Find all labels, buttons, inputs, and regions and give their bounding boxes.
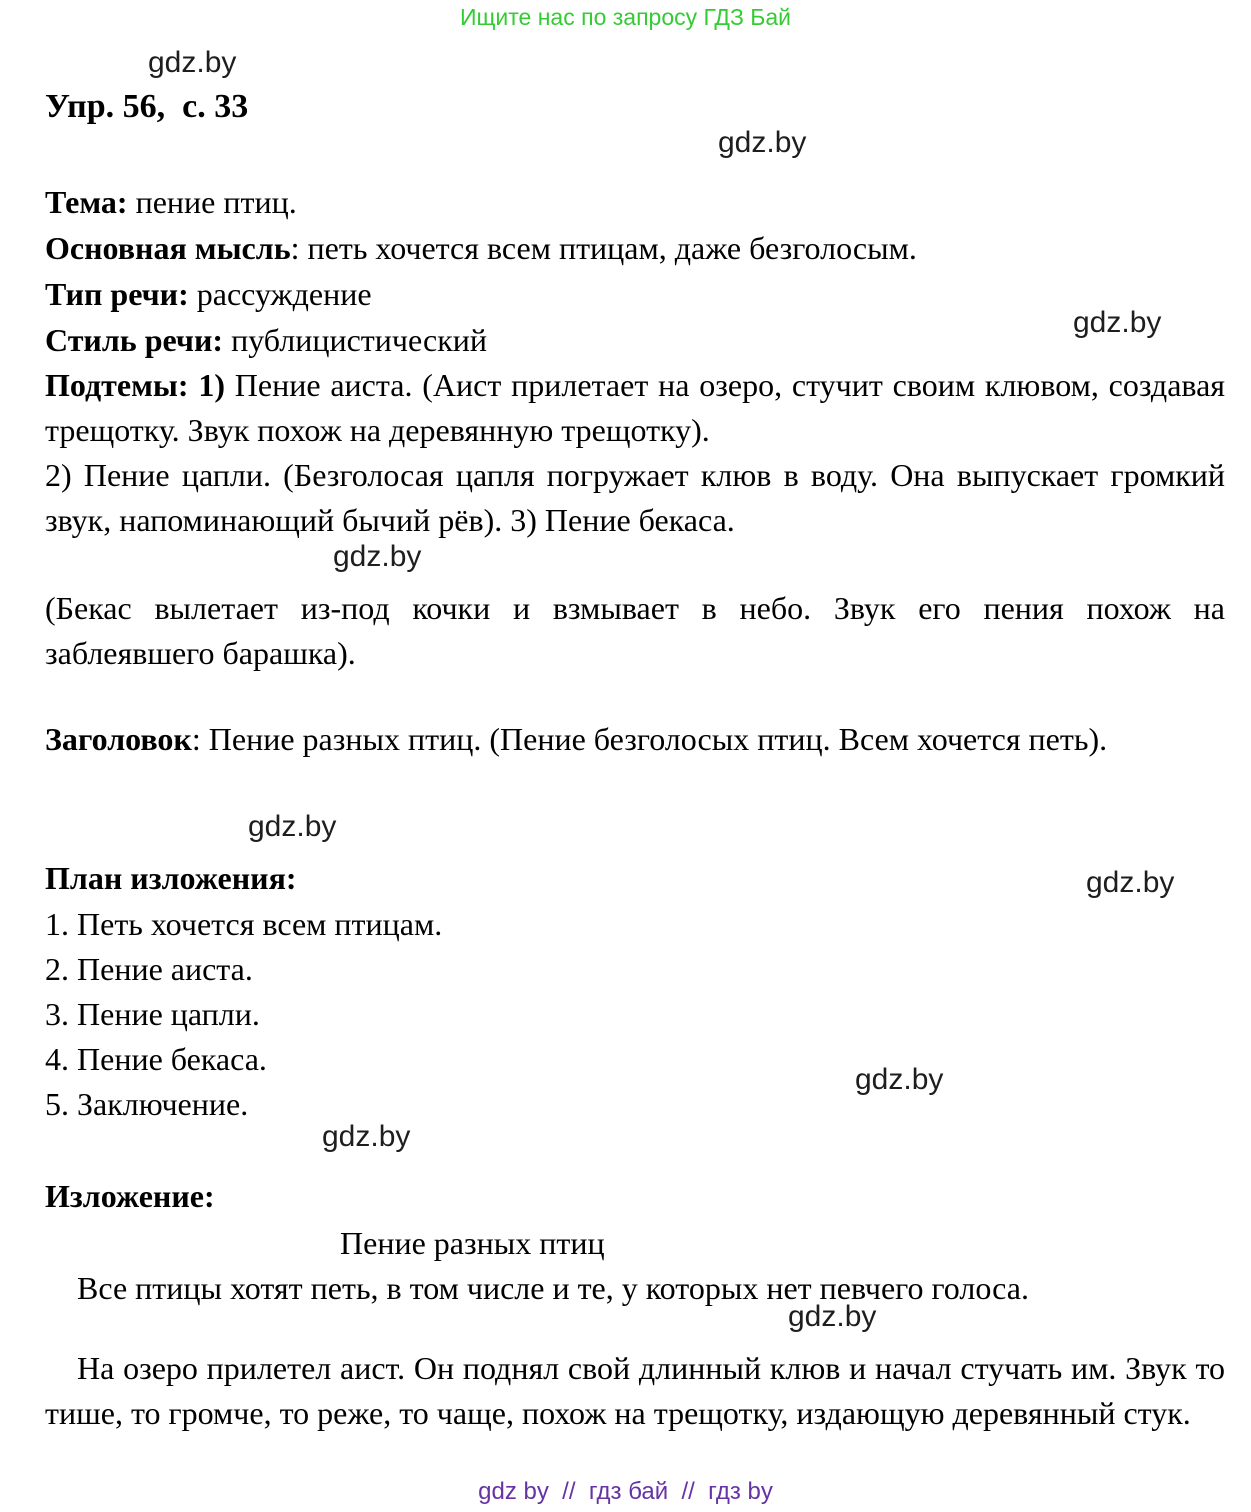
essay-paragraph-1: Все птицы хотят петь, в том числе и те, у которых нет певчего голоса.	[77, 1270, 1029, 1306]
plan-label: План изложения:	[45, 860, 297, 896]
gdz-watermark: gdz.by	[788, 1300, 877, 1333]
plan-item-2: 2. Пение аиста.	[45, 951, 253, 987]
field-theme-value: пение птиц.	[127, 184, 297, 220]
heading-label: Заголовок	[45, 721, 192, 757]
plan-item-4: 4. Пение бекаса.	[45, 1041, 267, 1077]
field-speech-style-label: Стиль речи:	[45, 322, 224, 358]
field-theme	[45, 180, 1225, 225]
subtopics-text-2: 2) Пение цапли. (Безголосая цапля погружает клюв в воду. Она выпускает громкий звук, напоминающий бычий рёв). 3) Пение бекаса.	[45, 457, 1225, 538]
field-speech-type-label: Тип речи:	[45, 276, 189, 312]
exercise-title: Упр. 56, с. 33	[45, 88, 249, 125]
plan-item-1: 1. Петь хочется всем птицам.	[45, 906, 443, 942]
gdz-watermark: gdz.by	[148, 46, 237, 79]
plan-item-3: 3. Пение цапли.	[45, 996, 260, 1032]
gdz-watermark: gdz.by	[333, 540, 422, 573]
plan-list	[45, 902, 1225, 1127]
promo-banner: Ищите нас по запросу ГДЗ Бай	[459, 4, 792, 30]
field-speech-type	[45, 272, 1225, 317]
field-main-idea	[45, 226, 1225, 271]
page-footer: gdz by // гдз бай // гдз by	[478, 1478, 773, 1505]
subtopics-text-3: (Бекас вылетает из-под кочки и взмывает в небо. Звук его пения похож на заблеявшего барашка).	[45, 590, 1225, 671]
plan-item-5: 5. Заключение.	[45, 1086, 249, 1122]
field-speech-type-value: рассуждение	[188, 276, 372, 312]
heading-paragraph	[45, 717, 1225, 762]
field-speech-style	[45, 318, 1225, 363]
subtopics-paragraph-3	[45, 586, 1225, 676]
gdz-watermark: gdz.by	[322, 1120, 411, 1153]
gdz-watermark: gdz.by	[1086, 866, 1175, 899]
field-main-idea-value: : петь хочется всем птицам, даже безголосым.	[290, 230, 917, 266]
subtopics-label: Подтемы: 1)	[45, 367, 225, 403]
subtopics-text-1: Пение аиста. (Аист прилетает на озеро, стучит своим клювом, создавая трещотку. Звук похож на деревянную трещотку).	[45, 367, 1225, 448]
essay-label: Изложение:	[45, 1178, 215, 1214]
gdz-watermark: gdz.by	[248, 810, 337, 843]
field-theme-label: Тема:	[45, 184, 128, 220]
field-speech-style-value: публицистический	[223, 322, 487, 358]
gdz-watermark: gdz.by	[1073, 306, 1162, 339]
gdz-watermark: gdz.by	[855, 1063, 944, 1096]
field-main-idea-label: Основная мысль	[45, 230, 291, 266]
gdz-watermark: gdz.by	[718, 126, 807, 159]
subtopics-paragraph-1	[45, 363, 1225, 453]
essay-title: Пение разных птиц	[340, 1225, 605, 1261]
heading-text: : Пение разных птиц. (Пение безголосых птиц. Всем хочется петь).	[191, 721, 1108, 757]
subtopics-paragraph-2	[45, 453, 1225, 543]
essay-paragraph-2: На озеро прилетел аист. Он поднял свой длинный клюв и начал стучать им. Звук то тише, то громче, то реже, то чаще, похож на трещотку, издающую деревянный стук.	[45, 1350, 1225, 1431]
